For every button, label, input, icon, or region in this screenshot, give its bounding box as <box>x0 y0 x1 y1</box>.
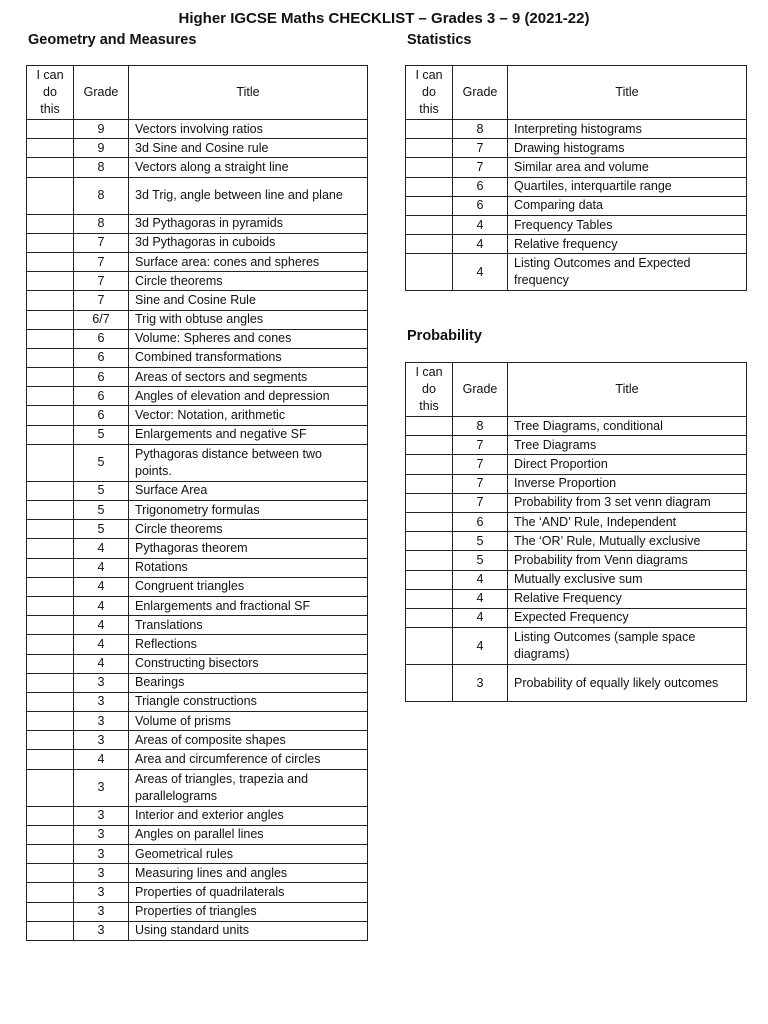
grade-cell: 6 <box>453 196 508 215</box>
title-cell: Trig with obtuse angles <box>129 310 368 329</box>
grade-cell: 3 <box>74 769 129 806</box>
i-can-do-this-cell[interactable] <box>406 158 453 177</box>
i-can-do-this-cell[interactable] <box>27 425 74 444</box>
table-row <box>27 272 368 291</box>
i-can-do-this-cell[interactable] <box>27 883 74 902</box>
i-can-do-this-cell[interactable] <box>27 387 74 406</box>
grade-cell: 5 <box>74 444 129 481</box>
title-cell: Volume of prisms <box>129 712 368 731</box>
grade-cell: 5 <box>74 425 129 444</box>
grade-cell: 6 <box>453 177 508 196</box>
title-cell: Vectors along a straight line <box>129 158 368 177</box>
header-title: Title <box>508 66 747 120</box>
title-cell: Vector: Notation, arithmetic <box>129 406 368 425</box>
grade-cell: 7 <box>74 233 129 252</box>
title-cell: Enlargements and negative SF <box>129 425 368 444</box>
table-row <box>27 845 368 864</box>
title-cell: Bearings <box>129 673 368 692</box>
table-row <box>27 387 368 406</box>
geometry-checklist-table <box>26 65 368 941</box>
table-row <box>27 177 368 214</box>
title-cell: Tree Diagrams, conditional <box>508 417 747 436</box>
title-cell: Angles of elevation and depression <box>129 387 368 406</box>
grade-cell: 3 <box>74 864 129 883</box>
title-cell: Areas of triangles, trapezia and parallelograms <box>129 769 368 806</box>
table-row <box>27 425 368 444</box>
title-cell: Enlargements and fractional SF <box>129 596 368 615</box>
grade-cell: 4 <box>453 215 508 234</box>
grade-cell: 3 <box>74 712 129 731</box>
grade-cell: 3 <box>74 673 129 692</box>
grade-cell: 4 <box>74 635 129 654</box>
table-row <box>27 883 368 902</box>
title-cell: Geometrical rules <box>129 845 368 864</box>
i-can-do-this-cell[interactable] <box>27 120 74 139</box>
table-row <box>27 501 368 520</box>
table-row <box>27 310 368 329</box>
grade-cell: 3 <box>74 806 129 825</box>
table-row <box>406 254 747 291</box>
title-cell: Trigonometry formulas <box>129 501 368 520</box>
i-can-do-this-cell[interactable] <box>406 589 453 608</box>
i-can-do-this-cell[interactable] <box>27 233 74 252</box>
grade-cell: 4 <box>74 558 129 577</box>
table-header-row <box>27 66 368 120</box>
probability-heading: Probability <box>407 328 482 344</box>
i-can-do-this-cell[interactable] <box>406 436 453 455</box>
table-row <box>406 474 747 493</box>
grade-cell: 4 <box>453 235 508 254</box>
i-can-do-this-cell[interactable] <box>406 493 453 512</box>
header-grade: Grade <box>453 363 508 417</box>
i-can-do-this-cell[interactable] <box>406 628 453 665</box>
i-can-do-this-cell[interactable] <box>27 214 74 233</box>
title-cell: Reflections <box>129 635 368 654</box>
table-row <box>406 436 747 455</box>
grade-cell: 7 <box>453 139 508 158</box>
grade-cell: 3 <box>74 692 129 711</box>
title-cell: Similar area and volume <box>508 158 747 177</box>
table-row <box>27 291 368 310</box>
grade-cell: 6 <box>74 348 129 367</box>
i-can-do-this-cell[interactable] <box>27 368 74 387</box>
grade-cell: 4 <box>74 577 129 596</box>
grade-cell: 9 <box>74 120 129 139</box>
table-header-row <box>406 66 747 120</box>
title-cell: Inverse Proportion <box>508 474 747 493</box>
i-can-do-this-cell[interactable] <box>406 254 453 291</box>
grade-cell: 4 <box>74 616 129 635</box>
grade-cell: 8 <box>453 417 508 436</box>
i-can-do-this-cell[interactable] <box>27 635 74 654</box>
i-can-do-this-cell[interactable] <box>27 291 74 310</box>
title-cell: Mutually exclusive sum <box>508 570 747 589</box>
document-title: Higher IGCSE Maths CHECKLIST – Grades 3 – 9 (2021-22) <box>178 10 590 27</box>
grade-cell: 9 <box>74 139 129 158</box>
i-can-do-this-cell[interactable] <box>406 215 453 234</box>
table-row <box>27 158 368 177</box>
header-i-can-do-this: I can do this <box>406 66 453 120</box>
title-cell: Interpreting histograms <box>508 120 747 139</box>
title-cell: Surface area: cones and spheres <box>129 252 368 271</box>
i-can-do-this-cell[interactable] <box>27 406 74 425</box>
statistics-checklist-table <box>405 65 747 291</box>
table-row <box>27 214 368 233</box>
i-can-do-this-cell[interactable] <box>27 558 74 577</box>
i-can-do-this-cell[interactable] <box>27 577 74 596</box>
title-cell: Expected Frequency <box>508 608 747 627</box>
grade-cell: 6/7 <box>74 310 129 329</box>
i-can-do-this-cell[interactable] <box>27 539 74 558</box>
i-can-do-this-cell[interactable] <box>27 177 74 214</box>
title-cell: Areas of sectors and segments <box>129 368 368 387</box>
geometry-heading: Geometry and Measures <box>28 32 197 48</box>
grade-cell: 5 <box>74 520 129 539</box>
table-row <box>27 806 368 825</box>
i-can-do-this-cell[interactable] <box>27 806 74 825</box>
grade-cell: 7 <box>74 291 129 310</box>
table-row <box>406 589 747 608</box>
table-row <box>27 368 368 387</box>
grade-cell: 3 <box>74 825 129 844</box>
title-cell: Drawing histograms <box>508 139 747 158</box>
grade-cell: 3 <box>74 883 129 902</box>
table-row <box>406 512 747 531</box>
grade-cell: 4 <box>74 596 129 615</box>
table-row <box>406 235 747 254</box>
table-row <box>27 139 368 158</box>
table-row <box>27 731 368 750</box>
title-cell: 3d Pythagoras in cuboids <box>129 233 368 252</box>
i-can-do-this-cell[interactable] <box>406 417 453 436</box>
header-title: Title <box>508 363 747 417</box>
table-row <box>27 921 368 940</box>
i-can-do-this-cell[interactable] <box>27 272 74 291</box>
title-cell: The ‘OR’ Rule, Mutually exclusive <box>508 532 747 551</box>
table-row <box>27 444 368 481</box>
title-cell: Frequency Tables <box>508 215 747 234</box>
i-can-do-this-cell[interactable] <box>27 158 74 177</box>
table-row <box>406 551 747 570</box>
grade-cell: 5 <box>453 551 508 570</box>
grade-cell: 7 <box>453 493 508 512</box>
table-row <box>406 608 747 627</box>
title-cell: Listing Outcomes (sample space diagrams) <box>508 628 747 665</box>
table-row <box>27 481 368 500</box>
title-cell: Circle theorems <box>129 272 368 291</box>
table-row <box>27 406 368 425</box>
table-row <box>27 635 368 654</box>
i-can-do-this-cell[interactable] <box>406 235 453 254</box>
table-row <box>27 654 368 673</box>
title-cell: 3d Trig, angle between line and plane <box>129 177 368 214</box>
grade-cell: 4 <box>74 750 129 769</box>
i-can-do-this-cell[interactable] <box>27 596 74 615</box>
i-can-do-this-cell[interactable] <box>27 750 74 769</box>
grade-cell: 6 <box>74 329 129 348</box>
table-row <box>406 177 747 196</box>
table-row <box>406 532 747 551</box>
statistics-heading: Statistics <box>407 32 472 48</box>
table-row <box>406 628 747 665</box>
title-cell: Pythagoras distance between two points. <box>129 444 368 481</box>
i-can-do-this-cell[interactable] <box>406 177 453 196</box>
table-row <box>27 329 368 348</box>
table-row <box>27 558 368 577</box>
header-i-can-do-this: I can do this <box>406 363 453 417</box>
table-row <box>406 455 747 474</box>
i-can-do-this-cell[interactable] <box>406 474 453 493</box>
i-can-do-this-cell[interactable] <box>406 120 453 139</box>
grade-cell: 6 <box>74 387 129 406</box>
title-cell: Angles on parallel lines <box>129 825 368 844</box>
table-row <box>406 139 747 158</box>
i-can-do-this-cell[interactable] <box>406 532 453 551</box>
table-row <box>27 864 368 883</box>
title-cell: Quartiles, interquartile range <box>508 177 747 196</box>
grade-cell: 7 <box>453 455 508 474</box>
title-cell: Volume: Spheres and cones <box>129 329 368 348</box>
grade-cell: 6 <box>453 512 508 531</box>
i-can-do-this-cell[interactable] <box>406 665 453 702</box>
grade-cell: 6 <box>74 368 129 387</box>
title-cell: Tree Diagrams <box>508 436 747 455</box>
i-can-do-this-cell[interactable] <box>406 455 453 474</box>
title-cell: Listing Outcomes and Expected frequency <box>508 254 747 291</box>
grade-cell: 3 <box>74 845 129 864</box>
i-can-do-this-cell[interactable] <box>27 673 74 692</box>
i-can-do-this-cell[interactable] <box>27 501 74 520</box>
table-row <box>27 577 368 596</box>
grade-cell: 5 <box>453 532 508 551</box>
i-can-do-this-cell[interactable] <box>27 654 74 673</box>
i-can-do-this-cell[interactable] <box>27 712 74 731</box>
grade-cell: 8 <box>74 214 129 233</box>
title-cell: Measuring lines and angles <box>129 864 368 883</box>
table-header-row <box>406 363 747 417</box>
header-grade: Grade <box>453 66 508 120</box>
table-row <box>406 158 747 177</box>
i-can-do-this-cell[interactable] <box>27 139 74 158</box>
title-cell: Constructing bisectors <box>129 654 368 673</box>
header-title: Title <box>129 66 368 120</box>
i-can-do-this-cell[interactable] <box>27 825 74 844</box>
title-cell: Combined transformations <box>129 348 368 367</box>
table-row <box>27 750 368 769</box>
grade-cell: 4 <box>453 254 508 291</box>
table-row <box>27 692 368 711</box>
i-can-do-this-cell[interactable] <box>27 348 74 367</box>
table-row <box>27 673 368 692</box>
grade-cell: 3 <box>74 731 129 750</box>
grade-cell: 8 <box>74 158 129 177</box>
grade-cell: 7 <box>74 272 129 291</box>
title-cell: Vectors involving ratios <box>129 120 368 139</box>
i-can-do-this-cell[interactable] <box>406 608 453 627</box>
title-cell: Interior and exterior angles <box>129 806 368 825</box>
grade-cell: 8 <box>453 120 508 139</box>
title-cell: Probability of equally likely outcomes <box>508 665 747 702</box>
grade-cell: 8 <box>74 177 129 214</box>
i-can-do-this-cell[interactable] <box>27 692 74 711</box>
i-can-do-this-cell[interactable] <box>406 570 453 589</box>
title-cell: Area and circumference of circles <box>129 750 368 769</box>
table-row <box>27 348 368 367</box>
table-row <box>27 520 368 539</box>
table-row <box>27 616 368 635</box>
title-cell: Rotations <box>129 558 368 577</box>
i-can-do-this-cell[interactable] <box>27 481 74 500</box>
i-can-do-this-cell[interactable] <box>27 520 74 539</box>
table-row <box>27 902 368 921</box>
grade-cell: 5 <box>74 481 129 500</box>
table-row <box>27 712 368 731</box>
table-row <box>406 120 747 139</box>
table-row <box>27 596 368 615</box>
title-cell: Probability from Venn diagrams <box>508 551 747 570</box>
i-can-do-this-cell[interactable] <box>27 731 74 750</box>
title-cell: Direct Proportion <box>508 455 747 474</box>
i-can-do-this-cell[interactable] <box>27 616 74 635</box>
i-can-do-this-cell[interactable] <box>406 139 453 158</box>
i-can-do-this-cell[interactable] <box>27 329 74 348</box>
i-can-do-this-cell[interactable] <box>27 845 74 864</box>
table-row <box>27 825 368 844</box>
table-row <box>406 196 747 215</box>
title-cell: 3d Pythagoras in pyramids <box>129 214 368 233</box>
table-row <box>27 252 368 271</box>
i-can-do-this-cell[interactable] <box>27 921 74 940</box>
table-row <box>406 493 747 512</box>
title-cell: Congruent triangles <box>129 577 368 596</box>
grade-cell: 3 <box>74 921 129 940</box>
grade-cell: 7 <box>453 474 508 493</box>
title-cell: Using standard units <box>129 921 368 940</box>
grade-cell: 4 <box>74 654 129 673</box>
i-can-do-this-cell[interactable] <box>27 902 74 921</box>
title-cell: Translations <box>129 616 368 635</box>
title-cell: Pythagoras theorem <box>129 539 368 558</box>
title-cell: Properties of triangles <box>129 902 368 921</box>
i-can-do-this-cell[interactable] <box>406 512 453 531</box>
title-cell: Properties of quadrilaterals <box>129 883 368 902</box>
grade-cell: 7 <box>453 436 508 455</box>
title-cell: Triangle constructions <box>129 692 368 711</box>
grade-cell: 4 <box>453 608 508 627</box>
title-cell: Surface Area <box>129 481 368 500</box>
i-can-do-this-cell[interactable] <box>27 444 74 481</box>
grade-cell: 4 <box>453 589 508 608</box>
grade-cell: 5 <box>74 501 129 520</box>
grade-cell: 4 <box>74 539 129 558</box>
title-cell: Probability from 3 set venn diagram <box>508 493 747 512</box>
header-i-can-do-this: I can do this <box>27 66 74 120</box>
grade-cell: 4 <box>453 570 508 589</box>
table-row <box>406 665 747 702</box>
title-cell: Sine and Cosine Rule <box>129 291 368 310</box>
title-cell: Comparing data <box>508 196 747 215</box>
grade-cell: 7 <box>74 252 129 271</box>
title-cell: Relative Frequency <box>508 589 747 608</box>
title-cell: The ‘AND’ Rule, Independent <box>508 512 747 531</box>
i-can-do-this-cell[interactable] <box>27 769 74 806</box>
table-row <box>27 769 368 806</box>
table-row <box>27 539 368 558</box>
grade-cell: 3 <box>453 665 508 702</box>
table-row <box>406 417 747 436</box>
probability-checklist-table <box>405 362 747 702</box>
table-row <box>406 570 747 589</box>
table-row <box>27 233 368 252</box>
header-grade: Grade <box>74 66 129 120</box>
i-can-do-this-cell[interactable] <box>27 864 74 883</box>
title-cell: Relative frequency <box>508 235 747 254</box>
title-cell: 3d Sine and Cosine rule <box>129 139 368 158</box>
i-can-do-this-cell[interactable] <box>27 252 74 271</box>
title-cell: Areas of composite shapes <box>129 731 368 750</box>
grade-cell: 3 <box>74 902 129 921</box>
i-can-do-this-cell[interactable] <box>406 551 453 570</box>
i-can-do-this-cell[interactable] <box>406 196 453 215</box>
title-cell: Circle theorems <box>129 520 368 539</box>
i-can-do-this-cell[interactable] <box>27 310 74 329</box>
grade-cell: 7 <box>453 158 508 177</box>
table-row <box>27 120 368 139</box>
grade-cell: 4 <box>453 628 508 665</box>
table-row <box>406 215 747 234</box>
grade-cell: 6 <box>74 406 129 425</box>
